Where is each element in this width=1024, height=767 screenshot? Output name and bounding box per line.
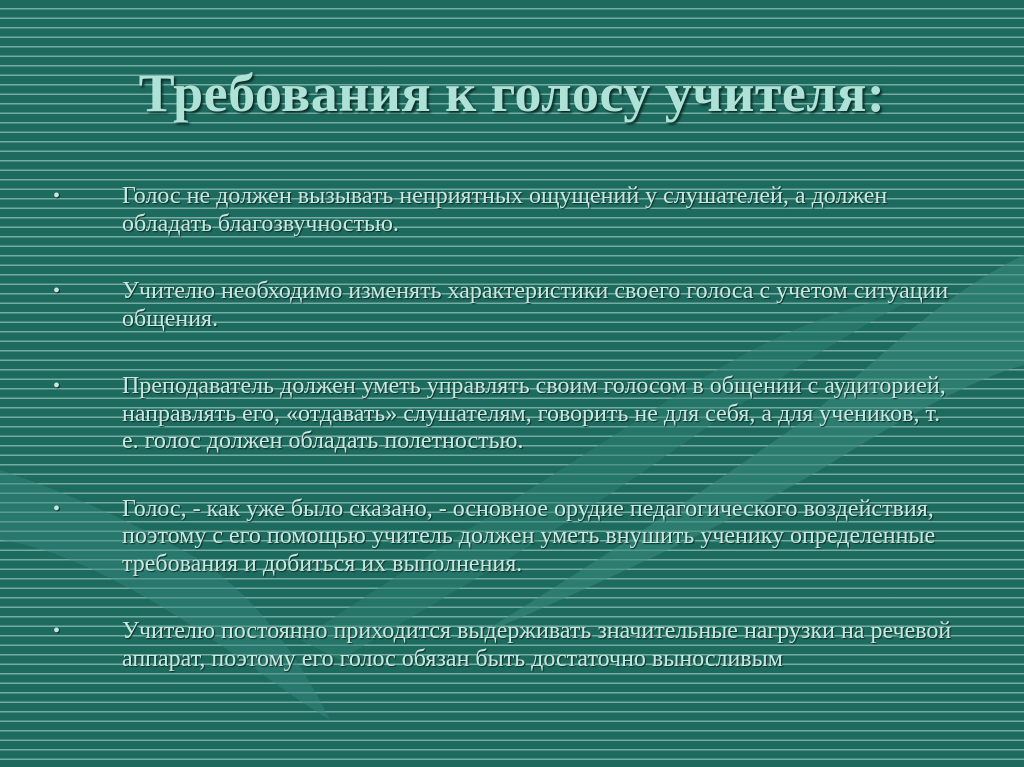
- bullet-item: [50, 278, 955, 333]
- bullet-text: Учителю необходимо изменять характеристики своего голоса с учетом ситуации общения.: [122, 278, 949, 332]
- bullet-item: [50, 496, 955, 579]
- bullet-item: [50, 183, 955, 238]
- bullet-icon: •: [53, 375, 61, 397]
- bullet-item: [50, 373, 955, 456]
- bullet-text: Голос, - как уже было сказано, - основное орудие педагогического воздействия, поэтому с его помощью учитель должен уметь внушить ученику определенные требования и добиться их выполнения.: [122, 495, 936, 577]
- bullet-icon: •: [53, 620, 61, 642]
- bullet-icon: •: [53, 280, 61, 302]
- bullet-icon: •: [53, 185, 61, 207]
- slide-title: Требования к голосу учителя:: [138, 63, 886, 123]
- bullet-list: [50, 183, 955, 713]
- bullet-text: Учителю постоянно приходится выдерживать значительные нагрузки на речевой аппарат, поэтому его голос обязан быть достаточно выносливым: [122, 618, 952, 672]
- bullet-text: Голос не должен вызывать неприятных ощущений у слушателей, а должен обладать благозвучностью.: [122, 183, 888, 237]
- bullet-text: Преподаватель должен уметь управлять своим голосом в общении с аудиторией, направлять его, «отдавать» слушателям, говорить не для себя, а для учеников, т. е. голос должен обладать полетностью.: [122, 373, 946, 454]
- bullet-icon: •: [53, 497, 61, 520]
- bullet-item: [50, 618, 955, 673]
